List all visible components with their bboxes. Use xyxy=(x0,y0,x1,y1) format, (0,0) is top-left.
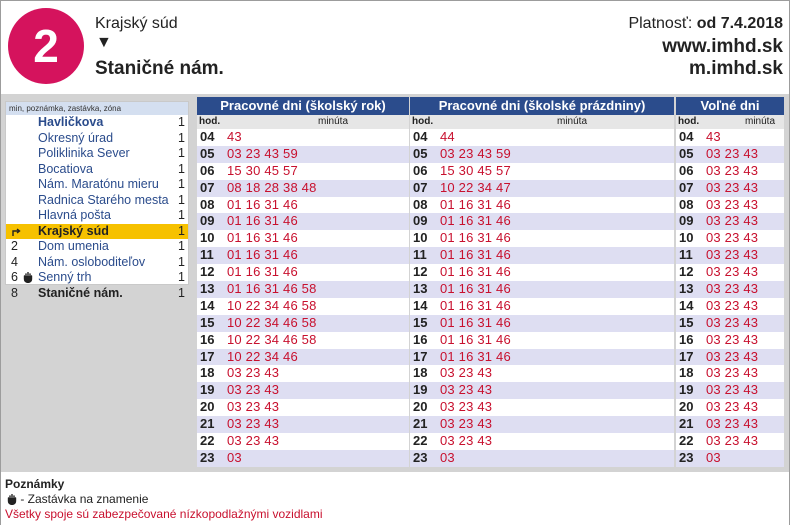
minutes-cell[interactable]: 01 16 31 46 xyxy=(227,264,298,280)
timetable-row xyxy=(410,315,674,332)
timetable-row xyxy=(197,433,409,450)
hour-cell: 21 xyxy=(200,416,215,432)
request-stop-note xyxy=(5,492,148,506)
timetable-row xyxy=(410,332,674,349)
stop-name[interactable]: Senný trh xyxy=(38,270,92,284)
timetable-row xyxy=(197,399,409,416)
route-stop-item[interactable] xyxy=(6,177,188,193)
hour-cell: 23 xyxy=(679,449,694,465)
hour-cell: 19 xyxy=(679,382,694,398)
validity-date: od 7.4.2018 xyxy=(696,15,783,32)
minutes-cell[interactable]: 01 16 31 46 xyxy=(440,297,511,313)
timetable-row xyxy=(410,230,674,247)
minutes-cell[interactable]: 01 16 31 46 xyxy=(227,247,298,263)
timetable-school-year xyxy=(197,97,409,467)
stop-zone: 1 xyxy=(178,270,185,284)
timetable-row xyxy=(410,349,674,366)
timetable-row xyxy=(410,298,674,315)
minutes-cell[interactable]: 01 16 31 46 xyxy=(440,196,511,212)
route-stop-item[interactable] xyxy=(6,208,188,224)
hour-cell: 16 xyxy=(200,331,215,347)
hour-cell: 15 xyxy=(679,314,694,330)
website-link[interactable]: www.imhd.sk xyxy=(662,36,783,57)
minutes-cell[interactable]: 03 23 43 xyxy=(706,196,759,212)
minutes-cell[interactable]: 03 23 43 xyxy=(440,382,493,398)
minutes-cell[interactable]: 03 23 43 xyxy=(706,230,759,246)
destination-stop-name[interactable]: Staničné nám. xyxy=(95,58,224,79)
hour-cell: 11 xyxy=(679,247,693,263)
stop-name[interactable]: Poliklinika Sever xyxy=(38,146,130,160)
current-stop-marker-icon xyxy=(11,226,21,237)
timetable-column-header xyxy=(410,115,674,129)
hour-cell: 09 xyxy=(679,213,694,229)
hour-cell: 08 xyxy=(413,196,428,212)
minute-column-label: minúta xyxy=(744,116,775,127)
stop-name[interactable]: Nám. Maratónu mieru xyxy=(38,177,159,191)
stop-name[interactable]: Havličkova xyxy=(38,115,104,129)
minutes-cell[interactable]: 03 23 43 xyxy=(227,382,280,398)
minutes-cell[interactable]: 03 23 43 xyxy=(706,348,759,364)
route-stop-item[interactable] xyxy=(6,162,188,178)
hour-cell: 09 xyxy=(413,213,428,229)
minutes-cell[interactable]: 03 23 43 xyxy=(706,433,759,449)
timetable-row xyxy=(197,298,409,315)
timetable-row xyxy=(197,349,409,366)
hour-cell: 17 xyxy=(200,348,215,364)
hour-cell: 05 xyxy=(679,145,694,161)
timetable-row xyxy=(410,382,674,399)
hour-cell: 05 xyxy=(413,145,428,161)
timetable-row xyxy=(676,213,784,230)
route-stop-item[interactable] xyxy=(6,286,188,302)
timetable-row xyxy=(676,433,784,450)
hand-icon xyxy=(7,494,17,505)
hour-cell: 13 xyxy=(200,281,215,297)
hour-cell: 17 xyxy=(679,348,694,364)
hour-cell: 10 xyxy=(200,230,215,246)
hour-cell: 22 xyxy=(413,433,428,449)
low-floor-note: Všetky spoje sú zabezpečované nízkopodlažnými vozidlami xyxy=(5,507,323,521)
hour-cell: 10 xyxy=(679,230,694,246)
route-stop-item[interactable] xyxy=(6,224,188,240)
timetable-title: Pracovné dni (školské prázdniny) xyxy=(410,97,674,115)
stop-name[interactable]: Staničné nám. xyxy=(38,285,123,300)
hour-cell: 22 xyxy=(679,433,694,449)
timetable-row xyxy=(676,230,784,247)
hour-cell: 19 xyxy=(200,382,215,398)
timetable-row xyxy=(676,129,784,146)
timetable-row xyxy=(676,332,784,349)
minutes-cell[interactable]: 03 23 43 xyxy=(440,433,493,449)
timetable-row xyxy=(410,433,674,450)
minutes-cell[interactable]: 03 23 43 xyxy=(440,399,493,415)
hour-cell: 23 xyxy=(200,449,215,465)
minutes-cell[interactable]: 03 23 43 xyxy=(227,365,280,381)
stop-name[interactable]: Krajský súd xyxy=(38,223,109,238)
timetable-body xyxy=(1,94,789,472)
timetable-row xyxy=(410,416,674,433)
validity-info xyxy=(628,15,783,33)
stop-name[interactable]: Hlavná pošta xyxy=(38,208,111,222)
timetable-row xyxy=(197,213,409,230)
hour-cell: 06 xyxy=(679,162,694,178)
hand-icon xyxy=(23,272,33,283)
timetable-row xyxy=(197,281,409,298)
minutes-cell[interactable]: 15 30 45 57 xyxy=(440,162,511,178)
minutes-cell[interactable]: 01 16 31 46 58 xyxy=(227,281,317,297)
timetable-row xyxy=(676,180,784,197)
minutes-cell[interactable]: 03 23 43 xyxy=(227,433,280,449)
hour-cell: 11 xyxy=(413,247,427,263)
timetable-row xyxy=(410,365,674,382)
current-stop-name: Krajský súd xyxy=(95,15,178,32)
route-stop-item[interactable] xyxy=(6,115,188,131)
timetable-row xyxy=(410,450,674,467)
hour-column-label: hod. xyxy=(199,116,221,127)
hour-cell: 21 xyxy=(413,416,428,432)
minutes-cell[interactable]: 03 23 43 xyxy=(706,416,759,432)
hour-cell: 13 xyxy=(413,281,428,297)
timetable-row xyxy=(410,129,674,146)
timetable-row xyxy=(197,230,409,247)
hour-cell: 14 xyxy=(200,297,215,313)
timetable-row xyxy=(197,247,409,264)
timetable-row xyxy=(676,281,784,298)
timetable-row xyxy=(410,264,674,281)
minutes-cell[interactable]: 03 23 43 xyxy=(706,213,759,229)
timetable-row xyxy=(197,163,409,180)
hour-cell: 10 xyxy=(413,230,428,246)
request-stop-note-text: - Zastávka na znamenie xyxy=(20,492,149,506)
stop-zone: 1 xyxy=(178,146,185,160)
stop-zone: 1 xyxy=(178,177,185,191)
hour-cell: 15 xyxy=(413,314,428,330)
timetable-row xyxy=(197,129,409,146)
minutes-cell[interactable]: 03 23 43 xyxy=(706,281,759,297)
minutes-cell[interactable]: 01 16 31 46 xyxy=(440,331,511,347)
hour-cell: 07 xyxy=(200,179,215,195)
hour-cell: 20 xyxy=(413,399,428,415)
route-stop-item[interactable] xyxy=(6,193,188,209)
stop-zone: 1 xyxy=(178,223,185,238)
timetable-row xyxy=(197,264,409,281)
notes-title: Poznámky xyxy=(5,477,65,491)
stop-zone: 1 xyxy=(178,239,185,253)
stop-zone: 1 xyxy=(178,161,185,176)
stop-minute: 2 xyxy=(11,239,18,253)
minutes-cell[interactable]: 03 23 43 xyxy=(440,416,493,432)
timetable-row xyxy=(676,146,784,163)
hour-cell: 12 xyxy=(413,264,428,280)
minutes-cell[interactable]: 03 xyxy=(227,449,242,465)
timetable-row xyxy=(197,197,409,214)
hour-cell: 22 xyxy=(200,433,215,449)
hour-cell: 20 xyxy=(200,399,215,415)
hour-cell: 21 xyxy=(679,416,694,432)
minutes-cell[interactable]: 10 22 34 46 xyxy=(227,348,298,364)
hour-cell: 18 xyxy=(413,365,428,381)
hour-cell: 06 xyxy=(200,162,215,178)
timetable-row xyxy=(410,213,674,230)
minutes-cell[interactable]: 01 16 31 46 xyxy=(440,213,511,229)
stop-zone: 1 xyxy=(178,254,185,269)
hour-cell: 04 xyxy=(200,129,215,144)
minutes-cell[interactable]: 43 xyxy=(227,129,242,144)
timetable-row xyxy=(676,298,784,315)
stop-zone: 1 xyxy=(178,285,185,300)
stop-minute: 4 xyxy=(11,254,18,269)
minutes-cell[interactable]: 03 23 43 59 xyxy=(440,145,511,161)
timetable-row xyxy=(676,450,784,467)
timetable-row xyxy=(410,281,674,298)
timetable-row xyxy=(676,197,784,214)
minutes-cell[interactable]: 43 xyxy=(706,129,721,144)
minutes-cell[interactable]: 03 23 43 xyxy=(706,297,759,313)
hour-cell: 07 xyxy=(679,179,694,195)
timetable-row xyxy=(676,349,784,366)
minutes-cell[interactable]: 01 16 31 46 xyxy=(227,213,298,229)
minutes-cell[interactable]: 03 23 43 xyxy=(706,314,759,330)
timetable-row xyxy=(676,365,784,382)
stop-name[interactable]: Radnica Starého mesta xyxy=(38,192,169,207)
stop-name[interactable]: Bocatiova xyxy=(38,161,93,176)
timetable-column-header xyxy=(197,115,409,129)
hour-cell: 20 xyxy=(679,399,694,415)
timetable-row xyxy=(197,365,409,382)
route-stop-list xyxy=(5,101,189,300)
minutes-cell[interactable]: 03 xyxy=(706,449,721,465)
minutes-cell[interactable]: 08 18 28 38 48 xyxy=(227,179,317,195)
timetable-title: Pracovné dni (školský rok) xyxy=(197,97,409,115)
stops-container xyxy=(6,115,188,301)
hour-cell: 04 xyxy=(679,129,694,144)
stop-minute: 8 xyxy=(11,285,18,300)
timetable-title: Voľné dni xyxy=(676,97,784,115)
timetable-row xyxy=(676,163,784,180)
stop-zone: 1 xyxy=(178,115,185,129)
minutes-cell[interactable]: 10 22 34 46 58 xyxy=(227,331,317,347)
timetable-row xyxy=(197,450,409,467)
timetable-row xyxy=(197,416,409,433)
hour-cell: 04 xyxy=(413,129,428,144)
minutes-cell[interactable]: 03 23 43 xyxy=(706,247,759,263)
direction-arrow-icon: ▼ xyxy=(96,34,112,51)
minutes-cell[interactable]: 03 23 43 xyxy=(706,331,759,347)
hour-cell: 17 xyxy=(413,348,428,364)
hour-cell: 14 xyxy=(413,297,428,313)
minutes-cell[interactable]: 03 23 43 xyxy=(706,399,759,415)
stop-zone: 1 xyxy=(178,208,185,222)
route-stop-item[interactable] xyxy=(6,270,188,286)
minute-column-label: minúta xyxy=(556,116,587,127)
route-stop-item[interactable] xyxy=(6,255,188,271)
route-stop-item[interactable] xyxy=(6,146,188,162)
route-list-header: min, poznámka, zastávka, zóna xyxy=(6,102,188,115)
timetable-row xyxy=(676,315,784,332)
line-number-badge[interactable]: 2 xyxy=(8,8,84,84)
timetable-row xyxy=(676,247,784,264)
hour-cell: 23 xyxy=(413,449,428,465)
timetable-row xyxy=(676,264,784,281)
hour-cell: 18 xyxy=(679,365,694,381)
hour-cell: 15 xyxy=(200,314,215,330)
minutes-cell[interactable]: 01 16 31 46 xyxy=(440,264,511,280)
minutes-cell[interactable]: 03 23 43 xyxy=(706,145,759,161)
minutes-cell[interactable]: 10 22 34 46 58 xyxy=(227,297,317,313)
minutes-cell[interactable]: 44 xyxy=(440,129,455,144)
timetable-free-days xyxy=(676,97,784,467)
timetable-column-header xyxy=(676,115,784,129)
timetable-row xyxy=(410,146,674,163)
minutes-cell[interactable]: 03 23 43 xyxy=(706,382,759,398)
hour-cell: 09 xyxy=(200,213,215,229)
hour-cell: 16 xyxy=(413,331,428,347)
hour-cell: 12 xyxy=(679,264,694,280)
hour-column-label: hod. xyxy=(678,116,700,127)
notes-section xyxy=(1,472,789,525)
minutes-cell[interactable]: 03 23 43 xyxy=(706,162,759,178)
minutes-cell[interactable]: 10 22 34 47 xyxy=(440,179,511,195)
hour-cell: 14 xyxy=(679,297,694,313)
stop-name[interactable]: Dom umenia xyxy=(38,239,109,253)
minutes-cell[interactable]: 01 16 31 46 xyxy=(440,348,511,364)
hour-cell: 16 xyxy=(679,331,694,347)
hour-cell: 08 xyxy=(200,196,215,212)
hour-cell: 05 xyxy=(200,145,215,161)
timetable-row xyxy=(676,399,784,416)
timetable-row xyxy=(676,416,784,433)
minutes-cell[interactable]: 01 16 31 46 xyxy=(440,247,511,263)
stop-minute: 6 xyxy=(11,270,18,284)
timetable-header xyxy=(1,1,789,94)
minutes-cell[interactable]: 01 16 31 46 xyxy=(227,230,298,246)
minutes-cell[interactable]: 01 16 31 46 xyxy=(440,230,511,246)
timetable-row xyxy=(197,180,409,197)
hour-cell: 06 xyxy=(413,162,428,178)
hour-cell: 19 xyxy=(413,382,428,398)
minute-column-label: minúta xyxy=(317,116,348,127)
minutes-cell[interactable]: 03 23 43 xyxy=(227,416,280,432)
route-stop-item[interactable] xyxy=(6,239,188,255)
stop-name[interactable]: Nám. osloboditeľov xyxy=(38,254,146,269)
hour-column-label: hod. xyxy=(412,116,434,127)
stop-zone: 1 xyxy=(178,192,185,207)
minutes-cell[interactable]: 03 23 43 xyxy=(706,179,759,195)
timetable-row xyxy=(410,247,674,264)
hour-cell: 18 xyxy=(200,365,215,381)
minutes-cell[interactable]: 03 23 43 xyxy=(440,365,493,381)
timetable-row xyxy=(410,180,674,197)
minutes-cell[interactable]: 03 23 43 xyxy=(227,399,280,415)
hour-cell: 13 xyxy=(679,281,694,297)
route-stop-item[interactable] xyxy=(6,131,188,147)
timetable-row xyxy=(197,332,409,349)
minutes-cell[interactable]: 03 23 43 xyxy=(706,264,759,280)
timetable-row xyxy=(676,382,784,399)
stop-zone: 1 xyxy=(178,130,185,145)
hour-cell: 08 xyxy=(679,196,694,212)
hour-cell: 07 xyxy=(413,179,428,195)
timetable-row xyxy=(197,146,409,163)
minutes-cell[interactable]: 10 22 34 46 58 xyxy=(227,314,317,330)
minutes-cell[interactable]: 03 23 43 59 xyxy=(227,145,298,161)
minutes-cell[interactable]: 03 23 43 xyxy=(706,365,759,381)
stop-name[interactable]: Okresný úrad xyxy=(38,130,114,145)
mobile-website-link[interactable]: m.imhd.sk xyxy=(689,58,783,79)
minutes-cell[interactable]: 01 16 31 46 xyxy=(440,314,511,330)
timetable-row xyxy=(197,382,409,399)
minutes-cell[interactable]: 03 xyxy=(440,449,455,465)
timetable-row xyxy=(410,163,674,180)
minutes-cell[interactable]: 01 16 31 46 xyxy=(440,281,511,297)
validity-label: Platnosť: xyxy=(628,15,693,32)
timetable-school-holidays xyxy=(410,97,674,467)
minutes-cell[interactable]: 15 30 45 57 xyxy=(227,162,298,178)
hour-cell: 11 xyxy=(200,247,214,263)
timetable-row xyxy=(197,315,409,332)
hour-cell: 12 xyxy=(200,264,215,280)
minutes-cell[interactable]: 01 16 31 46 xyxy=(227,196,298,212)
timetable-row xyxy=(410,399,674,416)
timetable-row xyxy=(410,197,674,214)
